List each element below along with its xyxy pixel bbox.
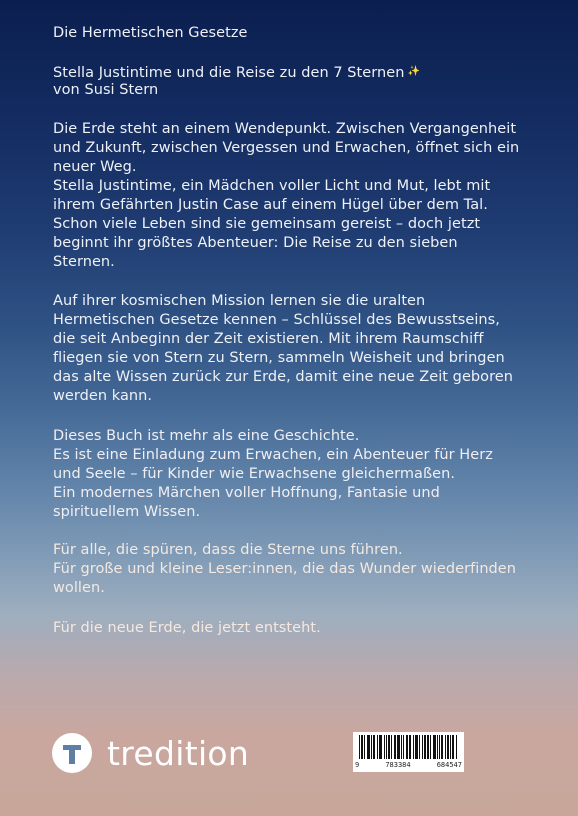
barcode-bar [391,735,392,759]
barcode-bar [428,735,429,759]
barcode-bar [399,735,400,759]
barcode-bar [398,735,399,759]
barcode-bar [369,735,370,759]
series-title [53,24,523,43]
book-subtitle-text: Stella Justintime und die Reise zu den 7 Sternen [53,65,405,81]
blurb-paragraph-text [53,427,523,522]
barcode-bar [422,735,423,759]
text-line: Für große und kleine Leser:innen, die das Wunder wiederfinden wollen. [53,561,517,596]
text-line: Die Erde steht an einem Wendepunkt. Zwischen Vergangenheit und Zukunft, zwischen Vergessen und Erwachen, öffnet sich ein neuer Weg. [53,121,520,175]
barcode-bar [368,735,369,759]
barcode-bar [407,735,408,759]
barcode-bar [374,735,375,759]
barcode-bar [417,735,418,759]
barcode-bar [441,735,442,759]
isbn-digit-group: 783384 [385,761,411,769]
barcode-bar [448,735,449,759]
isbn-lead-digit: 9 [355,761,360,769]
text-line: Für alle, die spüren, dass die Sterne uns führen. [53,542,403,558]
text-line: Stella Justintime, ein Mädchen voller Licht und Mut, lebt mit ihrem Gefährten Justin Case auf einem Hügel über dem Tal. Schon viele Leben sind sie gemeinsam gereist – doch jetzt beginnt ihr größtes Abenteuer: Die Reise zu den sieben Sternen. [53,178,491,270]
barcode-bar [456,735,457,759]
publisher-name: tredition [107,733,250,773]
text-line: Auf ihrer kosmischen Mission lernen sie die uralten Hermetischen Gesetze kennen – Schlüssel des Bewusstseins, die seit Anbeginn der Zeit existieren. Mit ihrem Raumschiff fliegen sie von Stern zu Stern, sammeln Weisheit und bringen das alte Wissen zurück zur Erde, damit eine neue Zeit geboren werden kann. [53,293,513,404]
barcode-bar [367,735,368,759]
book-author [53,81,523,100]
barcode-bar [439,735,440,759]
barcode-bar [410,735,411,759]
barcode-bar [435,735,436,759]
barcode-bar [389,735,390,759]
barcode-bar [427,735,428,759]
barcode-bar [401,735,402,759]
barcode-bar [434,735,435,759]
blurb-paragraph [53,427,523,522]
barcode-bar [388,735,389,759]
text-line: Für die neue Erde, die jetzt entsteht. [53,620,321,636]
barcode-bar [397,735,398,759]
barcode-bar [361,735,362,759]
series-title-text: Die Hermetischen Gesetze [53,25,248,41]
barcode-bar [394,735,395,759]
barcode-bar [437,735,438,759]
barcode-bar [415,735,416,759]
barcode-bar [453,735,454,759]
dedication-text [53,541,523,598]
book-author-text: von Susi Stern [53,82,159,98]
text-line: Es ist eine Einladung zum Erwachen, ein Abenteuer für Herz und Seele – für Kinder wie Erwachsene gleichermaßen. [53,447,493,482]
dedication-paragraph [53,541,523,598]
barcode-bar [425,735,426,759]
barcode-bar [371,735,372,759]
barcode-bar [452,735,453,759]
barcode-bar [380,735,381,759]
barcode-bar [416,735,417,759]
barcode-bar [424,735,425,759]
barcode-bar [364,735,365,759]
barcode-bar [359,735,360,759]
publisher-logo [52,730,249,776]
barcode-bar [445,735,446,759]
blurb-paragraph [53,120,523,272]
barcode-bar [379,735,380,759]
closing-line-text [53,619,523,638]
barcode-bar [384,735,385,759]
closing-line [53,619,523,638]
barcode-bar [433,735,434,759]
barcode-bars [359,735,458,759]
isbn-digit-group: 684547 [436,761,462,769]
barcode-bar [403,735,404,759]
tredition-logo-icon [52,733,92,773]
barcode-bar [395,735,396,759]
blurb-paragraph-text [53,120,523,272]
blurb-paragraph [53,292,523,406]
barcode-bar [362,735,363,759]
barcode-bar [442,735,443,759]
barcode-bar [419,735,420,759]
text-line: Ein modernes Märchen voller Hoffnung, Fantasie und spirituellem Wissen. [53,485,440,520]
barcode-bar [377,735,378,759]
isbn-digits [355,761,462,769]
text-line: Dieses Buch ist mehr als eine Geschichte. [53,428,360,444]
barcode-bar [406,735,407,759]
barcode-bar [386,735,387,759]
barcode-bar [381,735,382,759]
barcode-bar [430,735,431,759]
book-subtitle [53,62,523,83]
blurb-paragraph-text [53,292,523,406]
sparkles-icon: ✨ [407,66,420,77]
barcode-bar [450,735,451,759]
barcode-bar [413,735,414,759]
barcode-bar [409,735,410,759]
barcode-bar [447,735,448,759]
isbn-barcode [353,732,464,772]
barcode-bar [373,735,374,759]
